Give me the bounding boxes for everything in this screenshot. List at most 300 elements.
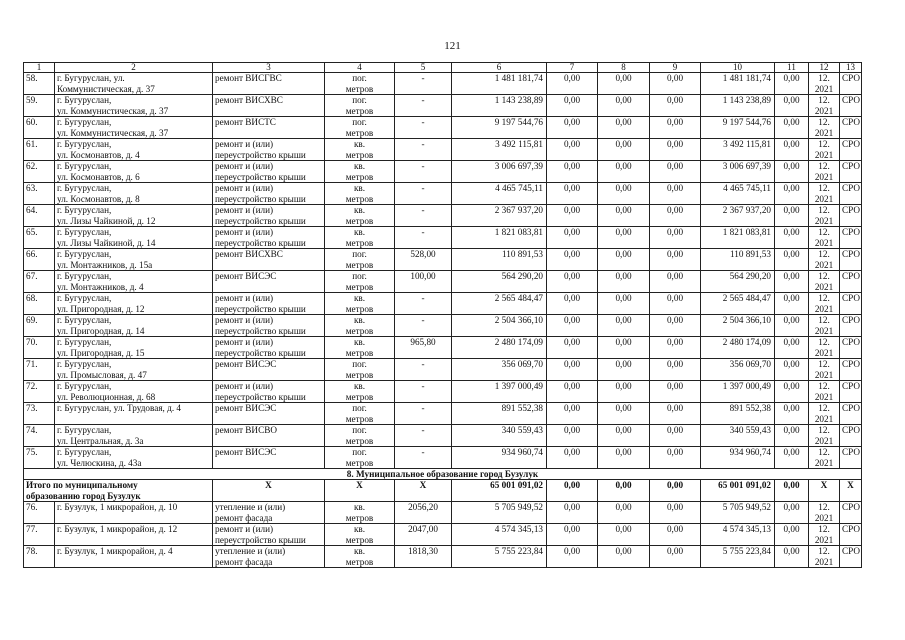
address-line: г. Бугуруслан, xyxy=(57,315,112,325)
deadline-line: 12. xyxy=(818,183,830,193)
deadline-cell xyxy=(809,381,840,403)
work-type-line: переустройство крыши xyxy=(215,303,306,314)
row-number: 64. xyxy=(24,205,55,227)
column-number-cell: 2 xyxy=(55,63,213,73)
work-type-line: ремонт ВИСХВС xyxy=(215,249,283,259)
unit-line: метров xyxy=(345,534,374,545)
unit-cell xyxy=(325,139,395,161)
fund-cell-8: 0,00 xyxy=(598,381,650,403)
deadline-cell xyxy=(809,546,840,568)
unit-line: кв. xyxy=(353,227,366,237)
fund-source-cell: СРО xyxy=(840,95,862,117)
address-cell xyxy=(55,337,213,359)
unit-line: кв. xyxy=(353,524,366,534)
work-type-line: ремонт ВИСТС xyxy=(215,117,276,127)
volume-cell: - xyxy=(395,183,452,205)
address-cell xyxy=(55,381,213,403)
fund-cell-8: 0,00 xyxy=(598,524,650,546)
unit-line: метров xyxy=(345,171,374,182)
volume-cell: 965,80 xyxy=(395,337,452,359)
fund-cell-9: 0,00 xyxy=(650,139,701,161)
row-number: 78. xyxy=(24,546,55,568)
column-number-cell: 4 xyxy=(325,63,395,73)
fund-cell-8: 0,00 xyxy=(598,337,650,359)
unit-cell xyxy=(325,359,395,381)
fund-source-cell: СРО xyxy=(840,73,862,95)
work-type-cell xyxy=(213,447,325,469)
column-number-cell: 10 xyxy=(701,63,775,73)
deadline-line: 12. xyxy=(818,227,830,237)
unit-line: метров xyxy=(345,512,374,523)
work-type-line: переустройство крыши xyxy=(215,193,306,204)
table-row xyxy=(24,447,862,469)
fund-cell-11: 0,00 xyxy=(775,447,809,469)
owner-funds-cell: 340 559,43 xyxy=(701,425,775,447)
address-line: ул. Космонавтов, д. 8 xyxy=(57,193,140,204)
fund-source-cell: СРО xyxy=(840,359,862,381)
address-line: г. Бугуруслан, ул. xyxy=(57,73,125,83)
row-number: 67. xyxy=(24,271,55,293)
owner-funds-cell: 1 397 000,49 xyxy=(701,381,775,403)
work-type-cell xyxy=(213,183,325,205)
address-line: ул. Промысловая, д. 47 xyxy=(57,369,147,380)
table-row xyxy=(24,359,862,381)
row-number: 58. xyxy=(24,73,55,95)
work-type-cell xyxy=(213,524,325,546)
address-cell xyxy=(55,249,213,271)
volume-cell: 100,00 xyxy=(395,271,452,293)
fund-cell-11: 0,00 xyxy=(775,271,809,293)
fund-cell-8: 0,00 xyxy=(598,161,650,183)
deadline-line: 12. xyxy=(818,425,830,435)
fund-cell-9: 0,00 xyxy=(650,205,701,227)
fund-cell-9: 0,00 xyxy=(650,227,701,249)
unit-line: кв. xyxy=(353,139,366,149)
work-type-line: ремонт и (или) xyxy=(215,139,274,149)
owner-funds-cell: 110 891,53 xyxy=(701,249,775,271)
row-number: 59. xyxy=(24,95,55,117)
deadline-cell xyxy=(809,337,840,359)
fund-cell-11: 0,00 xyxy=(775,381,809,403)
address-line: г. Бугуруслан, xyxy=(57,161,112,171)
fund-cell-11: 0,00 xyxy=(775,425,809,447)
unit-line: кв. xyxy=(353,502,366,512)
fund-cell-9: 0,00 xyxy=(650,73,701,95)
address-line: г. Бугуруслан, xyxy=(57,117,112,127)
unit-line: пог. xyxy=(352,403,367,413)
fund-source-cell: СРО xyxy=(840,546,862,568)
total-cost-cell: 9 197 544,76 xyxy=(452,117,547,139)
fund-cell-8: 0,00 xyxy=(598,315,650,337)
volume-cell: - xyxy=(395,227,452,249)
fund-cell-11: 0,00 xyxy=(775,205,809,227)
deadline-line: 2021 xyxy=(814,435,834,446)
deadline-line: 12. xyxy=(818,546,830,556)
unit-cell xyxy=(325,524,395,546)
row-number: 69. xyxy=(24,315,55,337)
volume-cell: - xyxy=(395,293,452,315)
deadline-line: 2021 xyxy=(814,259,834,270)
address-line: г. Бугуруслан, xyxy=(57,271,112,281)
unit-line: кв. xyxy=(353,293,366,303)
fund-cell-11: 0,00 xyxy=(775,524,809,546)
unit-cell xyxy=(325,447,395,469)
deadline-line: 2021 xyxy=(814,325,834,336)
deadline-line: 12. xyxy=(818,73,830,83)
work-type-line: ремонт и (или) xyxy=(215,205,274,215)
deadline-cell xyxy=(809,425,840,447)
fund-cell-11: 0,00 xyxy=(775,249,809,271)
table-row xyxy=(24,546,862,568)
unit-cell xyxy=(325,425,395,447)
deadline-cell xyxy=(809,447,840,469)
address-cell xyxy=(55,502,213,524)
unit-line: метров xyxy=(345,105,374,116)
work-type-line: ремонт и (или) xyxy=(215,337,274,347)
column-number-cell: 6 xyxy=(452,63,547,73)
fund-source-cell: СРО xyxy=(840,249,862,271)
fund-cell-7: 0,00 xyxy=(547,425,598,447)
table-row xyxy=(24,337,862,359)
deadline-line: 2021 xyxy=(814,413,834,424)
table-row xyxy=(24,139,862,161)
unit-line: метров xyxy=(345,259,374,270)
address-cell xyxy=(55,359,213,381)
address-cell xyxy=(55,425,213,447)
unit-line: метров xyxy=(345,413,374,424)
total-cost-cell: 1 481 181,74 xyxy=(452,73,547,95)
total-col3: X xyxy=(213,480,325,502)
fund-cell-8: 0,00 xyxy=(598,293,650,315)
work-type-cell xyxy=(213,271,325,293)
unit-cell xyxy=(325,227,395,249)
fund-cell-8: 0,00 xyxy=(598,205,650,227)
table-row xyxy=(24,73,862,95)
total-cost-cell: 4 465 745,11 xyxy=(452,183,547,205)
owner-funds-cell: 3 492 115,81 xyxy=(701,139,775,161)
table-body-buzuluk xyxy=(24,502,862,568)
owner-funds-cell: 4 574 345,13 xyxy=(701,524,775,546)
table-row xyxy=(24,161,862,183)
fund-cell-11: 0,00 xyxy=(775,359,809,381)
fund-cell-7: 0,00 xyxy=(547,524,598,546)
work-type-line: ремонт фасада xyxy=(215,512,273,523)
unit-line: кв. xyxy=(353,205,366,215)
table-row xyxy=(24,381,862,403)
table-row xyxy=(24,249,862,271)
unit-line: метров xyxy=(345,325,374,336)
fund-cell-7: 0,00 xyxy=(547,227,598,249)
address-line: ул. Центральная, д. 3а xyxy=(57,435,144,446)
deadline-line: 2021 xyxy=(814,556,834,567)
fund-cell-7: 0,00 xyxy=(547,315,598,337)
address-line: г. Бугуруслан, xyxy=(57,447,112,457)
deadline-line: 2021 xyxy=(814,347,834,358)
total-cost-cell: 2 367 937,20 xyxy=(452,205,547,227)
volume-cell: - xyxy=(395,117,452,139)
deadline-cell xyxy=(809,403,840,425)
row-number: 63. xyxy=(24,183,55,205)
work-type-cell xyxy=(213,95,325,117)
unit-line: пог. xyxy=(352,73,367,83)
address-cell xyxy=(55,95,213,117)
volume-cell: 2056,20 xyxy=(395,502,452,524)
address-line: г. Бугуруслан, xyxy=(57,293,112,303)
total-label-line: образованию город Бузулук xyxy=(26,490,141,501)
fund-source-cell: СРО xyxy=(840,183,862,205)
owner-funds-cell: 356 069,70 xyxy=(701,359,775,381)
total-cost-cell: 1 397 000,49 xyxy=(452,381,547,403)
unit-cell xyxy=(325,403,395,425)
row-number: 68. xyxy=(24,293,55,315)
volume-cell: 2047,00 xyxy=(395,524,452,546)
unit-cell xyxy=(325,502,395,524)
deadline-line: 12. xyxy=(818,403,830,413)
fund-source-cell: СРО xyxy=(840,227,862,249)
total-col13: X xyxy=(840,480,862,502)
fund-cell-8: 0,00 xyxy=(598,502,650,524)
deadline-cell xyxy=(809,161,840,183)
fund-cell-8: 0,00 xyxy=(598,73,650,95)
work-type-cell xyxy=(213,73,325,95)
work-type-cell xyxy=(213,227,325,249)
unit-line: метров xyxy=(345,215,374,226)
fund-cell-8: 0,00 xyxy=(598,117,650,139)
fund-cell-7: 0,00 xyxy=(547,95,598,117)
total-cost-cell: 340 559,43 xyxy=(452,425,547,447)
fund-cell-9: 0,00 xyxy=(650,546,701,568)
fund-cell-11: 0,00 xyxy=(775,337,809,359)
address-cell xyxy=(55,183,213,205)
fund-cell-9: 0,00 xyxy=(650,293,701,315)
unit-cell xyxy=(325,249,395,271)
work-type-line: переустройство крыши xyxy=(215,149,306,160)
fund-cell-9: 0,00 xyxy=(650,117,701,139)
total-cost-cell: 891 552,38 xyxy=(452,403,547,425)
unit-cell xyxy=(325,161,395,183)
row-number: 74. xyxy=(24,425,55,447)
fund-cell-11: 0,00 xyxy=(775,227,809,249)
unit-cell xyxy=(325,293,395,315)
address-line: ул. Лизы Чайкиной, д. 14 xyxy=(57,237,156,248)
fund-cell-11: 0,00 xyxy=(775,161,809,183)
deadline-line: 12. xyxy=(818,249,830,259)
address-cell xyxy=(55,293,213,315)
owner-funds-cell: 2 480 174,09 xyxy=(701,337,775,359)
fund-cell-8: 0,00 xyxy=(598,359,650,381)
deadline-cell xyxy=(809,139,840,161)
fund-cell-8: 0,00 xyxy=(598,227,650,249)
owner-funds-cell: 1 821 083,81 xyxy=(701,227,775,249)
unit-cell xyxy=(325,337,395,359)
unit-line: метров xyxy=(345,391,374,402)
work-type-cell xyxy=(213,381,325,403)
address-line: г. Бугуруслан, ул. Трудовая, д. 4 xyxy=(57,403,182,413)
deadline-cell xyxy=(809,502,840,524)
total-cost-cell: 1 821 083,81 xyxy=(452,227,547,249)
deadline-line: 2021 xyxy=(814,369,834,380)
deadline-line: 12. xyxy=(818,161,830,171)
column-number-cell: 8 xyxy=(598,63,650,73)
owner-funds-cell: 934 960,74 xyxy=(701,447,775,469)
fund-source-cell: СРО xyxy=(840,315,862,337)
fund-cell-11: 0,00 xyxy=(775,502,809,524)
row-number: 62. xyxy=(24,161,55,183)
section-title: 8. Муниципальное образование город Бузулук xyxy=(24,469,862,480)
table-row xyxy=(24,205,862,227)
deadline-line: 12. xyxy=(818,315,830,325)
address-cell xyxy=(55,205,213,227)
fund-cell-11: 0,00 xyxy=(775,183,809,205)
deadline-line: 2021 xyxy=(814,457,834,468)
deadline-cell xyxy=(809,73,840,95)
unit-cell xyxy=(325,271,395,293)
fund-cell-7: 0,00 xyxy=(547,546,598,568)
deadline-line: 2021 xyxy=(814,193,834,204)
deadline-line: 2021 xyxy=(814,237,834,248)
fund-cell-9: 0,00 xyxy=(650,403,701,425)
owner-funds-cell: 1 143 238,89 xyxy=(701,95,775,117)
work-type-cell xyxy=(213,337,325,359)
total-col12: X xyxy=(809,480,840,502)
total-cost-cell: 2 480 174,09 xyxy=(452,337,547,359)
column-number-cell: 3 xyxy=(213,63,325,73)
fund-cell-7: 0,00 xyxy=(547,205,598,227)
fund-cell-9: 0,00 xyxy=(650,271,701,293)
unit-line: метров xyxy=(345,83,374,94)
total-col4: X xyxy=(325,480,395,502)
work-type-line: ремонт и (или) xyxy=(215,183,274,193)
column-number-cell: 12 xyxy=(809,63,840,73)
address-cell xyxy=(55,403,213,425)
volume-cell: 1818,30 xyxy=(395,546,452,568)
fund-cell-7: 0,00 xyxy=(547,381,598,403)
fund-cell-7: 0,00 xyxy=(547,73,598,95)
deadline-cell xyxy=(809,315,840,337)
deadline-cell xyxy=(809,249,840,271)
fund-cell-8: 0,00 xyxy=(598,249,650,271)
column-number-cell: 13 xyxy=(840,63,862,73)
table-row xyxy=(24,183,862,205)
work-type-line: ремонт и (или) xyxy=(215,524,274,534)
fund-cell-9: 0,00 xyxy=(650,447,701,469)
total-cost-cell: 110 891,53 xyxy=(452,249,547,271)
fund-cell-9: 0,00 xyxy=(650,95,701,117)
address-line: ул. Монтажников, д. 4 xyxy=(57,281,144,292)
address-cell xyxy=(55,271,213,293)
unit-line: кв. xyxy=(353,161,366,171)
volume-cell: - xyxy=(395,359,452,381)
total-cost-cell: 1 143 238,89 xyxy=(452,95,547,117)
work-type-cell xyxy=(213,403,325,425)
address-line: г. Бузулук, 1 микрорайон, д. 10 xyxy=(57,502,178,512)
total-sum: 65 001 091,02 xyxy=(452,480,547,502)
volume-cell: - xyxy=(395,425,452,447)
total-col7: 0,00 xyxy=(547,480,598,502)
address-line: ул. Монтажников, д. 15а xyxy=(57,259,153,270)
volume-cell: - xyxy=(395,205,452,227)
work-type-line: ремонт ВИСЭС xyxy=(215,271,277,281)
volume-cell: - xyxy=(395,139,452,161)
volume-cell: - xyxy=(395,403,452,425)
address-line: ул. Пригородная, д. 15 xyxy=(57,347,145,358)
deadline-line: 2021 xyxy=(814,171,834,182)
fund-cell-8: 0,00 xyxy=(598,403,650,425)
unit-line: метров xyxy=(345,193,374,204)
unit-line: пог. xyxy=(352,249,367,259)
owner-funds-cell: 5 705 949,52 xyxy=(701,502,775,524)
fund-cell-7: 0,00 xyxy=(547,359,598,381)
unit-cell xyxy=(325,95,395,117)
unit-line: метров xyxy=(345,347,374,358)
row-number: 61. xyxy=(24,139,55,161)
deadline-line: 12. xyxy=(818,95,830,105)
total-label xyxy=(24,480,213,502)
fund-cell-7: 0,00 xyxy=(547,183,598,205)
address-line: г. Бузулук, 1 микрорайон, д. 4 xyxy=(57,546,173,556)
fund-cell-8: 0,00 xyxy=(598,546,650,568)
address-cell xyxy=(55,227,213,249)
deadline-cell xyxy=(809,183,840,205)
unit-cell xyxy=(325,381,395,403)
fund-cell-7: 0,00 xyxy=(547,447,598,469)
table-row xyxy=(24,95,862,117)
fund-cell-11: 0,00 xyxy=(775,293,809,315)
fund-cell-9: 0,00 xyxy=(650,249,701,271)
fund-cell-9: 0,00 xyxy=(650,161,701,183)
work-type-line: ремонт и (или) xyxy=(215,315,274,325)
address-line: г. Бугуруслан, xyxy=(57,139,112,149)
fund-source-cell: СРО xyxy=(840,205,862,227)
work-type-cell xyxy=(213,293,325,315)
fund-cell-7: 0,00 xyxy=(547,337,598,359)
total-cost-cell: 4 574 345,13 xyxy=(452,524,547,546)
unit-cell xyxy=(325,117,395,139)
owner-funds-cell: 3 006 697,39 xyxy=(701,161,775,183)
address-cell xyxy=(55,447,213,469)
work-type-line: переустройство крыши xyxy=(215,215,306,226)
unit-cell xyxy=(325,205,395,227)
deadline-line: 2021 xyxy=(814,83,834,94)
fund-source-cell: СРО xyxy=(840,447,862,469)
address-cell xyxy=(55,546,213,568)
unit-line: пог. xyxy=(352,359,367,369)
work-type-line: утепление и (или) xyxy=(215,546,286,556)
address-line: г. Бугуруслан, xyxy=(57,337,112,347)
row-number: 71. xyxy=(24,359,55,381)
address-line: г. Бугуруслан, xyxy=(57,359,112,369)
deadline-line: 2021 xyxy=(814,281,834,292)
fund-cell-9: 0,00 xyxy=(650,502,701,524)
deadline-line: 12. xyxy=(818,293,830,303)
fund-cell-9: 0,00 xyxy=(650,425,701,447)
work-type-cell xyxy=(213,161,325,183)
work-type-line: переустройство крыши xyxy=(215,534,306,545)
fund-source-cell: СРО xyxy=(840,117,862,139)
work-type-line: ремонт и (или) xyxy=(215,293,274,303)
row-number: 75. xyxy=(24,447,55,469)
deadline-line: 12. xyxy=(818,447,830,457)
address-line: ул. Коммунистическая, д. 37 xyxy=(57,127,169,138)
deadline-line: 2021 xyxy=(814,534,834,545)
owner-funds-cell: 5 755 223,84 xyxy=(701,546,775,568)
fund-cell-11: 0,00 xyxy=(775,139,809,161)
address-line: ул. Космонавтов, д. 4 xyxy=(57,149,140,160)
total-col5: X xyxy=(395,480,452,502)
unit-line: метров xyxy=(345,237,374,248)
capital-repair-table xyxy=(23,62,862,568)
total-col8: 0,00 xyxy=(598,480,650,502)
